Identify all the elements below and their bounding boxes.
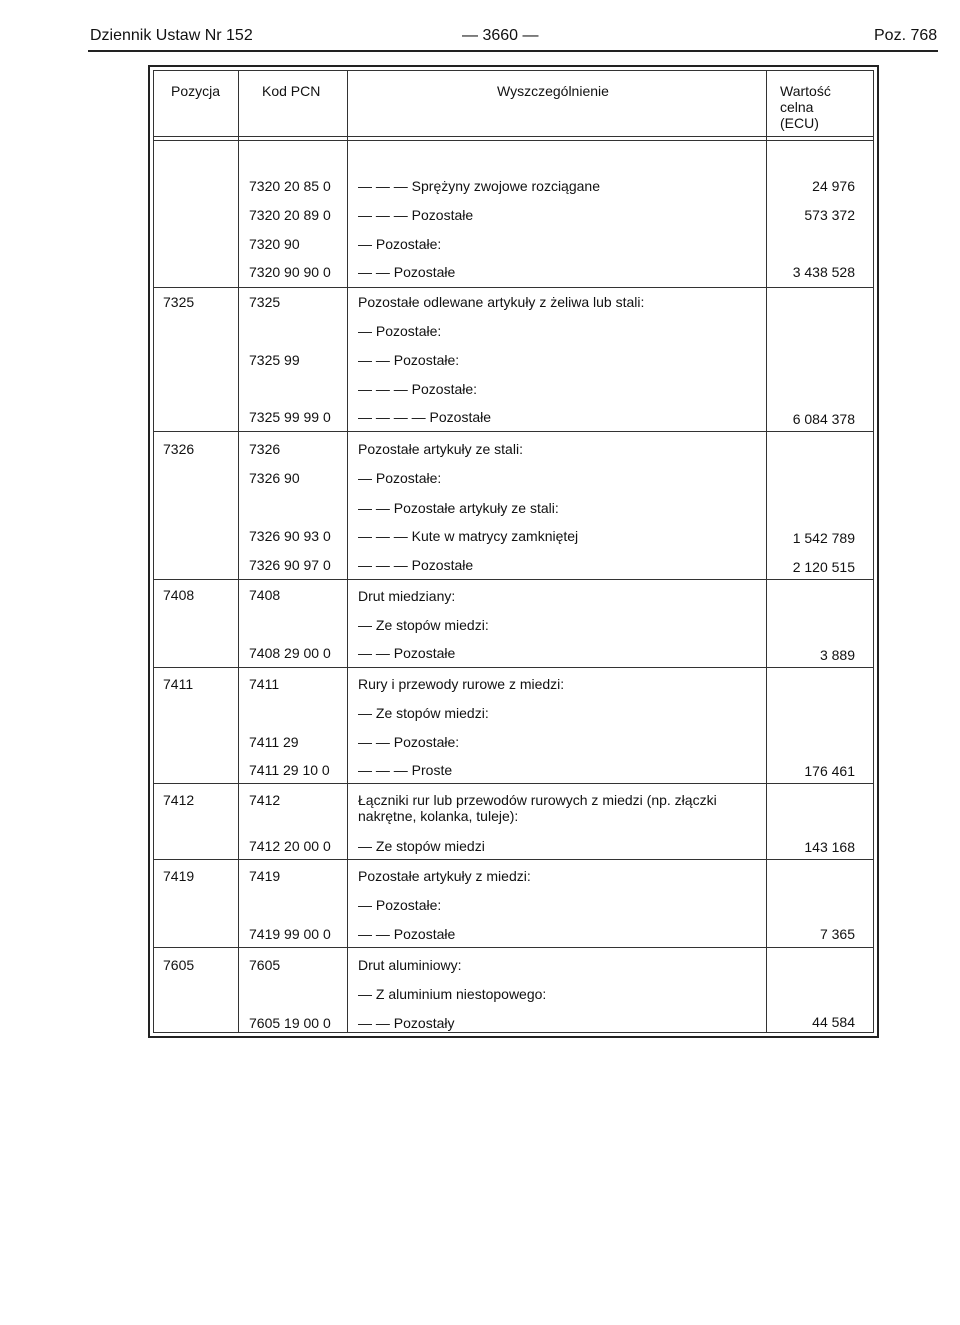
row-pozycja: 7412 bbox=[163, 792, 195, 808]
row-kod: 7326 90 97 0 bbox=[249, 557, 331, 573]
page-header bbox=[0, 0, 960, 52]
page-number: — 3660 — bbox=[462, 27, 539, 44]
column-divider bbox=[238, 70, 239, 1033]
row-opis: — Ze stopów miedzi: bbox=[358, 617, 489, 633]
row-opis: — — Pozostały bbox=[358, 1015, 455, 1031]
row-wartosc: 1 542 789 bbox=[792, 530, 855, 546]
row-wartosc: 573 372 bbox=[804, 207, 855, 223]
row-kod: 7605 19 00 0 bbox=[249, 1015, 331, 1031]
row-opis: — — — Proste bbox=[358, 762, 453, 778]
row-opis: Łączniki rur lub przewodów rurowych z miedzi (np. złączki nakrętne, kolanka, tuleje): bbox=[358, 792, 717, 824]
row-opis: — Z aluminium niestopowego: bbox=[358, 986, 547, 1002]
column-heading-kod: Kod PCN bbox=[262, 83, 321, 99]
row-wartosc: 6 084 378 bbox=[792, 411, 855, 427]
row-opis: — Pozostałe: bbox=[358, 323, 442, 339]
group-divider bbox=[153, 667, 874, 668]
row-kod: 7419 bbox=[249, 868, 281, 884]
header-rule bbox=[88, 50, 938, 52]
group-divider bbox=[153, 579, 874, 580]
row-opis: — — Pozostałe bbox=[358, 264, 456, 280]
row-kod: 7325 bbox=[249, 294, 281, 310]
row-opis: — — Pozostałe: bbox=[358, 352, 460, 368]
group-divider bbox=[153, 783, 874, 784]
row-wartosc: 24 976 bbox=[812, 178, 855, 194]
row-kod: 7412 bbox=[249, 792, 281, 808]
row-opis: Pozostałe artykuły ze stali: bbox=[358, 441, 523, 457]
row-kod: 7320 20 89 0 bbox=[249, 207, 331, 223]
row-kod: 7326 bbox=[249, 441, 281, 457]
row-opis: — — — Pozostałe bbox=[358, 207, 474, 223]
row-opis: Rury i przewody rurowe z miedzi: bbox=[358, 676, 565, 692]
row-kod: 7605 bbox=[249, 957, 281, 973]
row-kod: 7320 90 90 0 bbox=[249, 264, 331, 280]
row-kod: 7325 99 bbox=[249, 352, 300, 368]
row-opis: — — Pozostałe bbox=[358, 926, 456, 942]
row-kod: 7411 bbox=[249, 676, 280, 692]
row-kod: 7320 20 85 0 bbox=[249, 178, 331, 194]
row-kod: 7412 20 00 0 bbox=[249, 838, 331, 854]
header-divider bbox=[153, 136, 874, 137]
row-kod: 7326 90 93 0 bbox=[249, 528, 331, 544]
row-opis: — — Pozostałe: bbox=[358, 734, 460, 750]
row-opis: Pozostałe artykuły z miedzi: bbox=[358, 868, 531, 884]
column-heading-pozycja: Pozycja bbox=[171, 83, 221, 99]
row-kod: 7325 99 99 0 bbox=[249, 409, 331, 425]
row-pozycja: 7325 bbox=[163, 294, 195, 310]
row-opis: Pozostałe odlewane artykuły z żeliwa lub stali: bbox=[358, 294, 645, 310]
row-wartosc: 7 365 bbox=[819, 926, 855, 942]
group-divider bbox=[153, 947, 874, 948]
row-kod: 7419 99 00 0 bbox=[249, 926, 331, 942]
column-heading-wyszczegolnienie: Wyszczególnienie bbox=[497, 83, 609, 99]
row-opis: — Pozostałe: bbox=[358, 897, 442, 913]
row-pozycja: 7411 bbox=[163, 676, 194, 692]
journal-title: Dziennik Ustaw Nr 152 bbox=[90, 27, 253, 44]
row-opis: Drut miedziany: bbox=[358, 588, 456, 604]
row-opis: — — — — Pozostałe bbox=[358, 409, 492, 425]
row-opis: — — — Pozostałe: bbox=[358, 381, 478, 397]
row-opis: — — — Sprężyny zwojowe rozciągane bbox=[358, 178, 600, 194]
row-pozycja: 7326 bbox=[163, 441, 195, 457]
row-wartosc: 3 889 bbox=[819, 647, 855, 663]
row-pozycja: 7408 bbox=[163, 587, 195, 603]
row-opis: — — Pozostałe artykuły ze stali: bbox=[358, 500, 559, 516]
column-heading-wartosc: Wartość celna (ECU) bbox=[780, 83, 831, 131]
row-opis: — — — Kute w matrycy zamkniętej bbox=[358, 528, 579, 544]
row-opis: — Ze stopów miedzi bbox=[358, 838, 485, 854]
row-wartosc: 3 438 528 bbox=[792, 264, 855, 280]
row-wartosc: 44 584 bbox=[812, 1014, 855, 1030]
row-opis: — — Pozostałe bbox=[358, 645, 456, 661]
row-kod: 7408 29 00 0 bbox=[249, 645, 331, 661]
row-kod: 7411 29 10 0 bbox=[249, 762, 330, 778]
column-divider bbox=[766, 70, 767, 1033]
group-divider bbox=[153, 431, 874, 432]
row-opis: — Pozostałe: bbox=[358, 470, 442, 486]
row-wartosc: 2 120 515 bbox=[792, 559, 855, 575]
row-wartosc: 176 461 bbox=[804, 763, 855, 779]
row-opis: — Ze stopów miedzi: bbox=[358, 705, 489, 721]
row-kod: 7411 29 bbox=[249, 734, 299, 750]
row-pozycja: 7419 bbox=[163, 868, 195, 884]
row-kod: 7326 90 bbox=[249, 470, 300, 486]
row-kod: 7408 bbox=[249, 587, 281, 603]
row-kod: 7320 90 bbox=[249, 236, 300, 252]
row-opis: Drut aluminiowy: bbox=[358, 957, 462, 973]
group-divider bbox=[153, 859, 874, 860]
column-divider bbox=[347, 70, 348, 1033]
row-opis: — Pozostałe: bbox=[358, 236, 442, 252]
row-opis: — — — Pozostałe bbox=[358, 557, 474, 573]
row-pozycja: 7605 bbox=[163, 957, 195, 973]
row-wartosc: 143 168 bbox=[804, 839, 855, 855]
position-number: Poz. 768 bbox=[874, 27, 938, 44]
header-divider bbox=[153, 140, 874, 141]
group-divider bbox=[153, 287, 874, 288]
